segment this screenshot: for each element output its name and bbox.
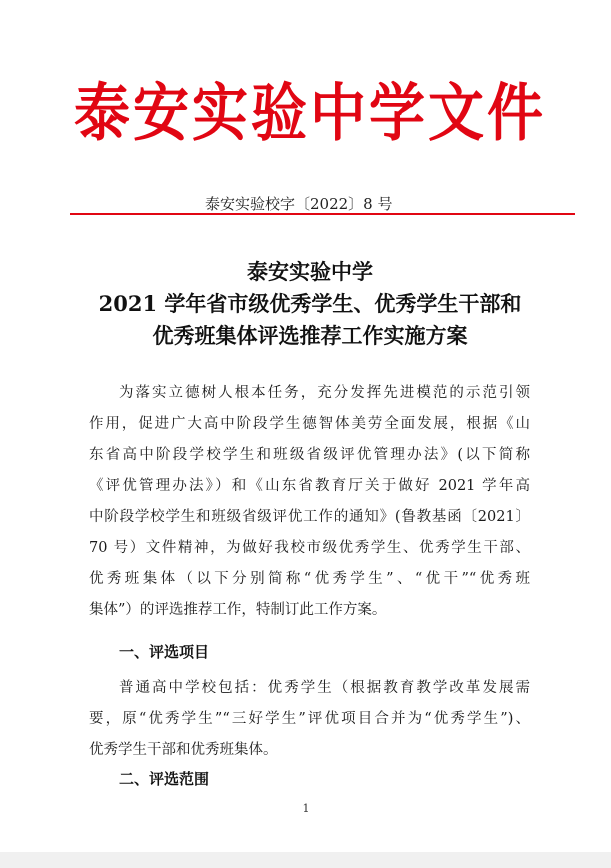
paragraph-line: 70 号）文件精神，为做好我校市级优秀学生、优秀学生干部、 [89, 540, 530, 556]
title-line-3: 优秀班集体评选推荐工作实施方案 [152, 323, 468, 348]
paragraph-line: 《评优管理办法》）和《山东省教育厅关于做好 2021 学年高 [89, 478, 530, 494]
paragraph-line: 优秀学生干部和优秀班集体。 [89, 742, 278, 758]
paragraph-line: 东省高中阶段学校学生和班级省级评优管理办法》(以下简称 [89, 447, 530, 463]
section-1-paragraph [89, 673, 530, 766]
paragraph-line: 要，原“优秀学生”“三好学生”评优项目合并为“优秀学生”)、 [89, 711, 530, 727]
paragraph-line: 集体”）的评选推荐工作，特制订此工作方案。 [89, 602, 387, 618]
paragraph-line: 普通高中学校包括：优秀学生（根据教育教学改革发展需 [119, 680, 530, 696]
title-line-1: 泰安实验中学 [247, 259, 373, 284]
paragraph-line: 为落实立德树人根本任务，充分发挥先进模范的示范引领 [119, 385, 530, 401]
page-number: 1 [302, 802, 310, 815]
document-masthead: 泰安实验中学文件 [74, 77, 546, 151]
page-bottom-edge [0, 852, 611, 868]
paragraph-line: 中阶段学校学生和班级省级评优工作的通知》(鲁教基函〔2021〕 [89, 509, 530, 525]
paragraph-line: 作用，促进广大高中阶段学生德智体美劳全面发展，根据《山 [89, 416, 530, 432]
intro-paragraph [89, 378, 530, 626]
red-divider-line [70, 213, 575, 215]
paragraph-line: 优秀班集体（以下分别简称“优秀学生”、“优干”“优秀班 [89, 571, 530, 587]
document-number: 泰安实验校字〔2022〕8 号 [205, 195, 393, 213]
title-line-2: 2021 学年省市级优秀学生、优秀学生干部和 [98, 291, 522, 316]
document-title [60, 256, 560, 352]
section-heading-2: 二、评选范围 [119, 770, 210, 788]
section-heading-1: 一、评选项目 [119, 643, 210, 661]
